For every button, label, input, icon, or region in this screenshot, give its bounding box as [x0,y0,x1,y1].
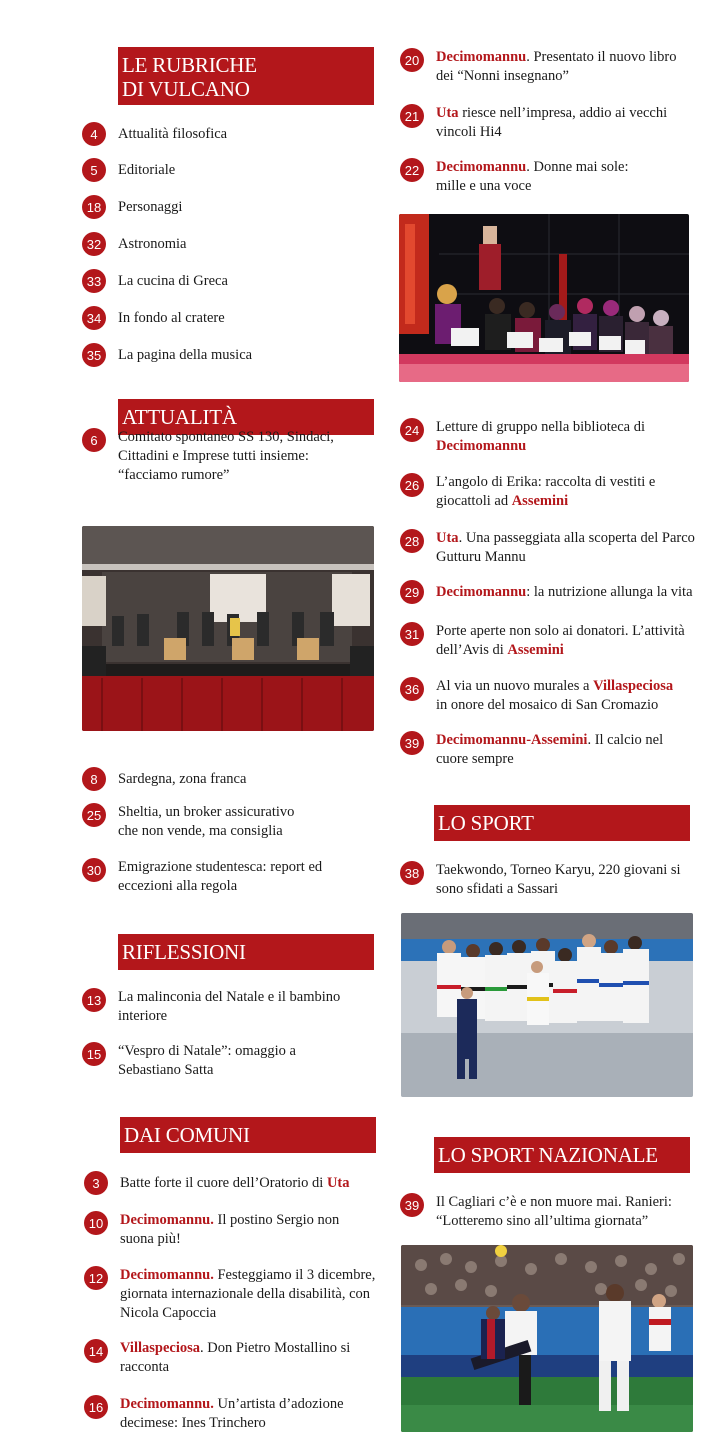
page-number-badge: 3 [84,1171,108,1195]
section-header-rubriche: LE RUBRICHE DI VULCANO [118,47,374,105]
toc-entry[interactable] [82,428,372,485]
entry-title: Decimomannu. Donne mai sole: mille e una voce [436,159,629,194]
entry-title: Emigrazione studentesca: report ed eccezioni alla regola [118,859,323,894]
page-number-badge: 20 [400,48,424,72]
toc-entry[interactable] [84,1171,376,1195]
entry-title: Batte forte il cuore dell’Oratorio di Uta [120,1175,350,1191]
page-number-badge: 14 [84,1339,108,1363]
page-number-badge: 8 [82,767,106,791]
toc-entry[interactable] [82,767,372,791]
entry-title: Personaggi [118,199,183,215]
entry-title: Letture di gruppo nella biblioteca di Decimomannu [436,419,645,454]
entry-title: La malinconia del Natale e il bambino interiore [118,989,341,1024]
toc-entry[interactable] [84,1211,376,1249]
toc-entry[interactable] [82,858,372,896]
toc-entry[interactable] [400,158,700,196]
page-number-badge: 26 [400,473,424,497]
page-number-badge: 29 [400,580,424,604]
page-number-badge: 22 [400,158,424,182]
page-number-badge: 15 [82,1042,106,1066]
page-number-badge: 34 [82,306,106,330]
entry-title: Sardegna, zona franca [118,771,247,787]
entry-title: La cucina di Greca [118,273,228,289]
taekwondo-photo [401,913,693,1097]
toc-entry[interactable] [82,1042,372,1080]
toc-entry[interactable] [400,861,700,899]
toc-entry[interactable] [400,104,700,142]
entry-title: Decimomannu. Festeggiamo il 3 dicembre, giornata internazionale della disabilità, con Nicola Capoccia [120,1267,376,1321]
toc-entry[interactable] [400,473,700,511]
entry-title: Villaspeciosa. Don Pietro Mostallino si racconta [120,1340,351,1375]
entry-title: Decimomannu: la nutrizione allunga la vita [436,584,693,600]
entry-title: Sheltia, un broker assicurativo che non vende, ma consiglia [118,804,295,839]
page-number-badge: 32 [82,232,106,256]
section-header-attualita: ATTUALITÀ [118,399,374,435]
page-number-badge: 36 [400,677,424,701]
entry-title: Comitato spontaneo SS 130, Sindaci, Cittadini e Imprese tutti insieme: “facciamo rumore” [118,429,334,483]
section-header-lo-sport-nazionale: LO SPORT NAZIONALE [434,1137,690,1173]
page-number-badge: 18 [82,195,106,219]
toc-entry[interactable] [84,1266,376,1323]
toc-entry[interactable] [82,988,372,1026]
section-header-riflessioni: RIFLESSIONI [118,934,374,970]
entry-title: Decimomannu. Il postino Sergio non suona più! [120,1212,340,1247]
page-number-badge: 6 [82,428,106,452]
entry-title: Taekwondo, Torneo Karyu, 220 giovani si sono sfidati a Sassari [436,862,681,897]
entry-title: Decimomannu. Un’artista d’adozione decimese: Ines Trinchero [120,1396,344,1431]
page-number-badge: 39 [400,731,424,755]
page-number-badge: 5 [82,158,106,182]
entry-title: L’angolo di Erika: raccolta di vestiti e giocattoli ad Assemini [436,474,656,509]
toc-entry[interactable] [84,1339,376,1377]
page-number-badge: 10 [84,1211,108,1235]
page-number-badge: 35 [82,343,106,367]
entry-title: Editoriale [118,162,176,178]
toc-entry[interactable] [82,122,372,146]
entry-title: Decimomannu. Presentato il nuovo libro dei “Nonni insegnano” [436,49,677,84]
toc-entry[interactable] [400,48,700,86]
section-header-dai-comuni: DAI COMUNI [120,1117,376,1153]
entry-title: Uta. Una passeggiata alla scoperta del Parco Gutturu Mannu [436,530,695,565]
page-number-badge: 38 [400,861,424,885]
toc-entry[interactable] [82,158,372,182]
page-number-badge: 13 [82,988,106,1012]
toc-entry[interactable] [400,677,700,715]
toc-entry[interactable] [400,418,700,456]
entry-title: Astronomia [118,236,187,252]
toc-entry[interactable] [82,343,372,367]
conference-photo [82,526,374,731]
page-number-badge: 16 [84,1395,108,1419]
entry-title: Uta riesce nell’impresa, addio ai vecchi vincoli Hi4 [436,105,668,140]
toc-entry[interactable] [400,731,700,769]
football-photo [401,1245,693,1432]
page-number-badge: 4 [82,122,106,146]
page-number-badge: 12 [84,1266,108,1290]
performance-photo [399,214,689,382]
entry-title: La pagina della musica [118,347,253,363]
page-number-badge: 33 [82,269,106,293]
page-number-badge: 30 [82,858,106,882]
toc-entry[interactable] [82,269,372,293]
entry-title: Decimomannu-Assemini. Il calcio nel cuore sempre [436,732,664,767]
toc-entry[interactable] [400,622,700,660]
entry-title: Al via un nuovo murales a Villaspeciosa in onore del mosaico di San Cromazio [436,678,674,713]
toc-entry[interactable] [82,306,372,330]
toc-entry[interactable] [82,195,372,219]
page-number-badge: 21 [400,104,424,128]
page-number-badge: 31 [400,622,424,646]
entry-title: Il Cagliari c’è e non muore mai. Ranieri: “Lotteremo sino all’ultima giornata” [436,1194,672,1229]
entry-title: In fondo al cratere [118,310,225,326]
toc-entry[interactable] [84,1395,376,1433]
page-number-badge: 39 [400,1193,424,1217]
entry-title: Attualità filosofica [118,126,228,142]
entry-title: “Vespro di Natale”: omaggio a Sebastiano Satta [118,1043,296,1078]
page-number-badge: 28 [400,529,424,553]
page-number-badge: 24 [400,418,424,442]
page-number-badge: 25 [82,803,106,827]
toc-entry[interactable] [400,1193,700,1231]
toc-entry[interactable] [82,232,372,256]
section-header-lo-sport: LO SPORT [434,805,690,841]
entry-title: Porte aperte non solo ai donatori. L’attività dell’Avis di Assemini [436,623,685,658]
toc-entry[interactable] [400,580,710,604]
toc-entry[interactable] [82,803,372,841]
toc-entry[interactable] [400,529,700,567]
